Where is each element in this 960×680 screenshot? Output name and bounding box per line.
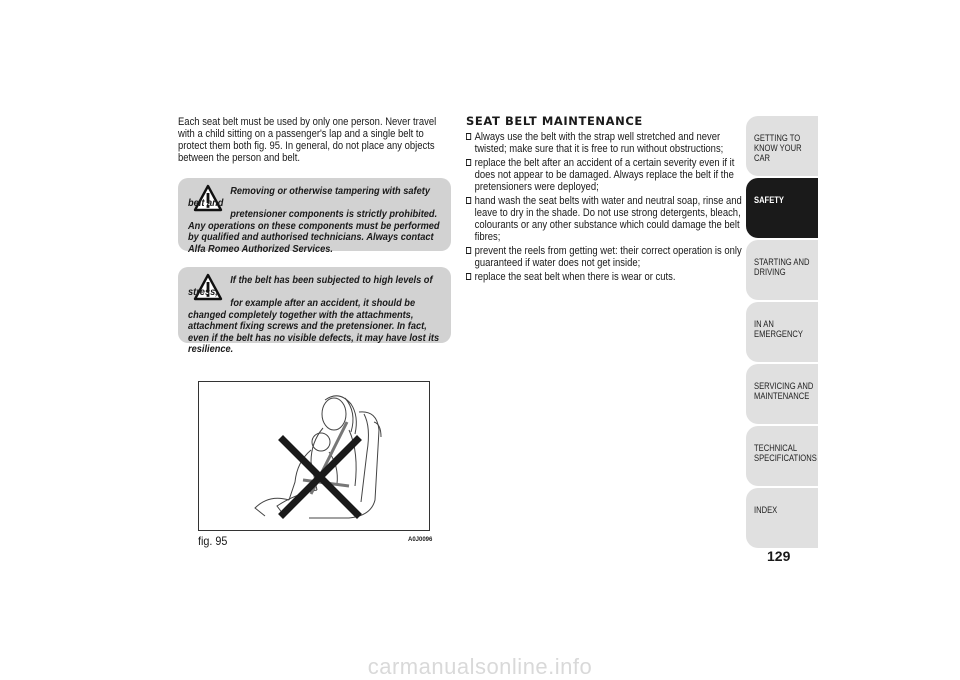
intro-text: Each seat belt must be used by only one person. Never travel with a child sitting on a passenger's lap and a single belt to protect them both fig. 95. In general, do not place any objects between the person and belt. xyxy=(178,116,437,164)
tab-label: STARTING AND DRIVING xyxy=(754,257,810,278)
chapter-tabs xyxy=(746,116,818,550)
list-item: hand wash the seat belts with water and neutral soap, rinse and leave to dry in the shade. Do not use strong detergents, bleach, colourants or any other substance which could damage the belt fibres; xyxy=(466,195,748,243)
warning-rest: for example after an accident, it should be changed completely together with the attachments, attachment fixing screws and the pretensioner. In fact, even if the belt has no visible defects, it may have lost its resilience. xyxy=(188,297,440,355)
maintenance-section xyxy=(466,114,742,285)
list-item: prevent the reels from getting wet: their correct operation is only guaranteed if water does not get inside; xyxy=(466,245,748,269)
figure-caption: fig. 95 xyxy=(198,534,228,548)
tab-label: INDEX xyxy=(754,505,778,516)
maintenance-list xyxy=(466,131,742,283)
seat-belt-illustration xyxy=(199,382,429,530)
section-title: SEAT BELT MAINTENANCE xyxy=(466,114,643,128)
watermark: carmanualsonline.info xyxy=(367,654,593,679)
intro-block xyxy=(178,116,454,164)
tab-label: SERVICING AND MAINTENANCE xyxy=(754,381,814,402)
page-number: 129 xyxy=(767,548,791,564)
warning-first-line: If the belt has been subjected to high levels of stress, xyxy=(188,274,433,298)
tab-getting-to-know-your-car[interactable] xyxy=(746,116,818,176)
tab-servicing-and-maintenance[interactable] xyxy=(746,364,818,424)
tab-starting-and-driving[interactable] xyxy=(746,240,818,300)
list-item: Always use the belt with the strap well stretched and never twisted; make sure that it is free to run without obstructions; xyxy=(466,131,748,155)
tab-label: TECHNICAL SPECIFICATIONS xyxy=(754,443,817,464)
list-item: replace the belt after an accident of a certain severity even if it does not appear to be damaged. Always replace the belt if the pretensioners were deployed; xyxy=(466,157,748,193)
warning-text xyxy=(188,186,443,255)
tab-label: GETTING TO KNOW YOUR CAR xyxy=(754,133,802,164)
tab-index[interactable] xyxy=(746,488,818,548)
tab-safety[interactable] xyxy=(746,178,818,238)
warning-first-line: Removing or otherwise tampering with safety belt and xyxy=(188,185,430,209)
warning-box-stress xyxy=(178,267,451,355)
warning-text xyxy=(188,275,443,356)
tab-label: IN AN EMERGENCY xyxy=(754,319,803,340)
warning-box-tampering xyxy=(178,178,451,255)
tab-in-an-emergency[interactable] xyxy=(746,302,818,362)
figure-seat-belt-illustration xyxy=(198,381,430,531)
list-item: replace the seat belt when there is wear or cuts. xyxy=(466,271,748,283)
warning-rest: pretensioner components is strictly prohibited. Any operations on these components must be performed by qualified and authorised technicians. Always contact Alfa Romeo Authorized Services. xyxy=(188,208,440,255)
tab-label: SAFETY xyxy=(754,195,784,206)
figure-code: A0J0096 xyxy=(408,537,433,543)
tab-technical-specifications[interactable] xyxy=(746,426,818,486)
